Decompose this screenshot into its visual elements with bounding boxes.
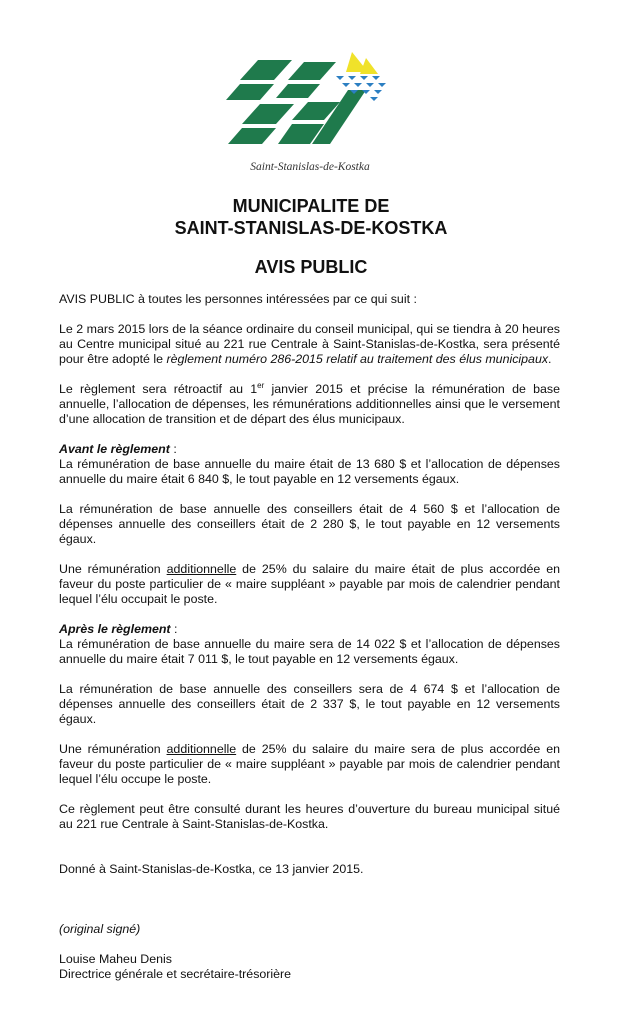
ordinal-superscript: er xyxy=(257,380,265,390)
before-additional-a: Une rémunération xyxy=(59,562,167,576)
after-mayor-text: La rémunération de base annuelle du maire sera de 14 022 $ et l’allocation de dépenses annuelle du maire était 7 011 $, le tout payable en 12 versements égaux. xyxy=(59,637,560,666)
before-additional-b: de 25% du salaire du maire était de plus accordée en faveur du poste particulier de « maire suppléant » payable par mois de calendrier pendant lequel l’élu occupait le poste. xyxy=(59,562,560,606)
before-additional-paragraph xyxy=(59,562,560,607)
original-signed: (original signé) xyxy=(59,922,141,936)
after-additional-b: de 25% du salaire du maire sera de plus accordée en faveur du poste particulier de « maire suppléant » payable par mois de calendrier pendant lequel l’élu occupe le poste. xyxy=(59,742,560,786)
title-line-2: SAINT-STANISLAS-DE-KOSTKA xyxy=(174,218,448,238)
intro-paragraph: AVIS PUBLIC à toutes les personnes intéressées par ce qui suit : xyxy=(59,292,417,306)
after-additional-a: Une rémunération xyxy=(59,742,167,756)
additionnelle-underlined: additionnelle xyxy=(166,742,237,756)
before-label: Avant le règlement xyxy=(59,442,170,456)
notice-heading: AVIS PUBLIC xyxy=(254,257,368,277)
title-line-1: MUNICIPALITE DE xyxy=(232,196,390,216)
signer-name: Louise Maheu Denis xyxy=(59,952,172,966)
logo-graphic-icon xyxy=(220,50,400,160)
meeting-paragraph xyxy=(59,322,560,367)
retroactive-paragraph xyxy=(59,382,560,427)
notice-body xyxy=(59,292,560,997)
meeting-text: Le 2 mars 2015 lors de la séance ordinaire du conseil municipal, qui se tiendra à 20 heures au Centre municipal situé au 221 rue Centrale à Saint-Stanislas-de-Kostka, sera présenté pour être adopté le xyxy=(59,322,560,366)
before-councillors-paragraph: La rémunération de base annuelle des conseillers était de 4 560 $ et l’allocation de dépenses annuelle des conseillers était de 2 280 $, le tout payable en 12 versements égaux. xyxy=(59,502,560,546)
municipal-logo xyxy=(220,50,400,180)
before-section xyxy=(59,442,560,487)
retroactive-text-b: janvier 2015 et précise la rémunération de base annuelle, l’allocation de dépenses, les rémunérations additionnelles ainsi que le versement d’une allocation de transition et de départ des élus municipaux. xyxy=(59,382,560,426)
after-colon: : xyxy=(170,622,178,636)
given-date: Donné à Saint-Stanislas-de-Kostka, ce 13 janvier 2015. xyxy=(59,862,364,876)
consult-paragraph: Ce règlement peut être consulté durant les heures d’ouverture du bureau municipal situé au 221 rue Centrale à Saint-Stanislas-de-Kostka. xyxy=(59,802,560,831)
after-additional-paragraph xyxy=(59,742,560,787)
after-label: Après le règlement xyxy=(59,622,171,636)
meeting-end: . xyxy=(548,352,552,366)
signer-title: Directrice générale et secrétaire-trésorière xyxy=(59,967,292,981)
logo-caption: Saint-Stanislas-de-Kostka xyxy=(250,161,370,173)
before-mayor-text: La rémunération de base annuelle du maire était de 13 680 $ et l’allocation de dépenses annuelle du maire était 6 840 $, le tout payable en 12 versements égaux. xyxy=(59,457,560,486)
signature-block xyxy=(59,952,560,982)
after-councillors-paragraph: La rémunération de base annuelle des conseillers sera de 4 674 $ et l’allocation de dépenses annuelle des conseillers était de 2 337 $, le tout payable en 12 versements égaux. xyxy=(59,682,560,726)
retroactive-text-a: Le règlement sera rétroactif au 1 xyxy=(59,382,258,396)
bylaw-title: règlement numéro 286-2015 relatif au traitement des élus municipaux xyxy=(166,352,549,366)
after-section xyxy=(59,622,560,667)
additionnelle-underlined: additionnelle xyxy=(166,562,237,576)
before-colon: : xyxy=(169,442,177,456)
